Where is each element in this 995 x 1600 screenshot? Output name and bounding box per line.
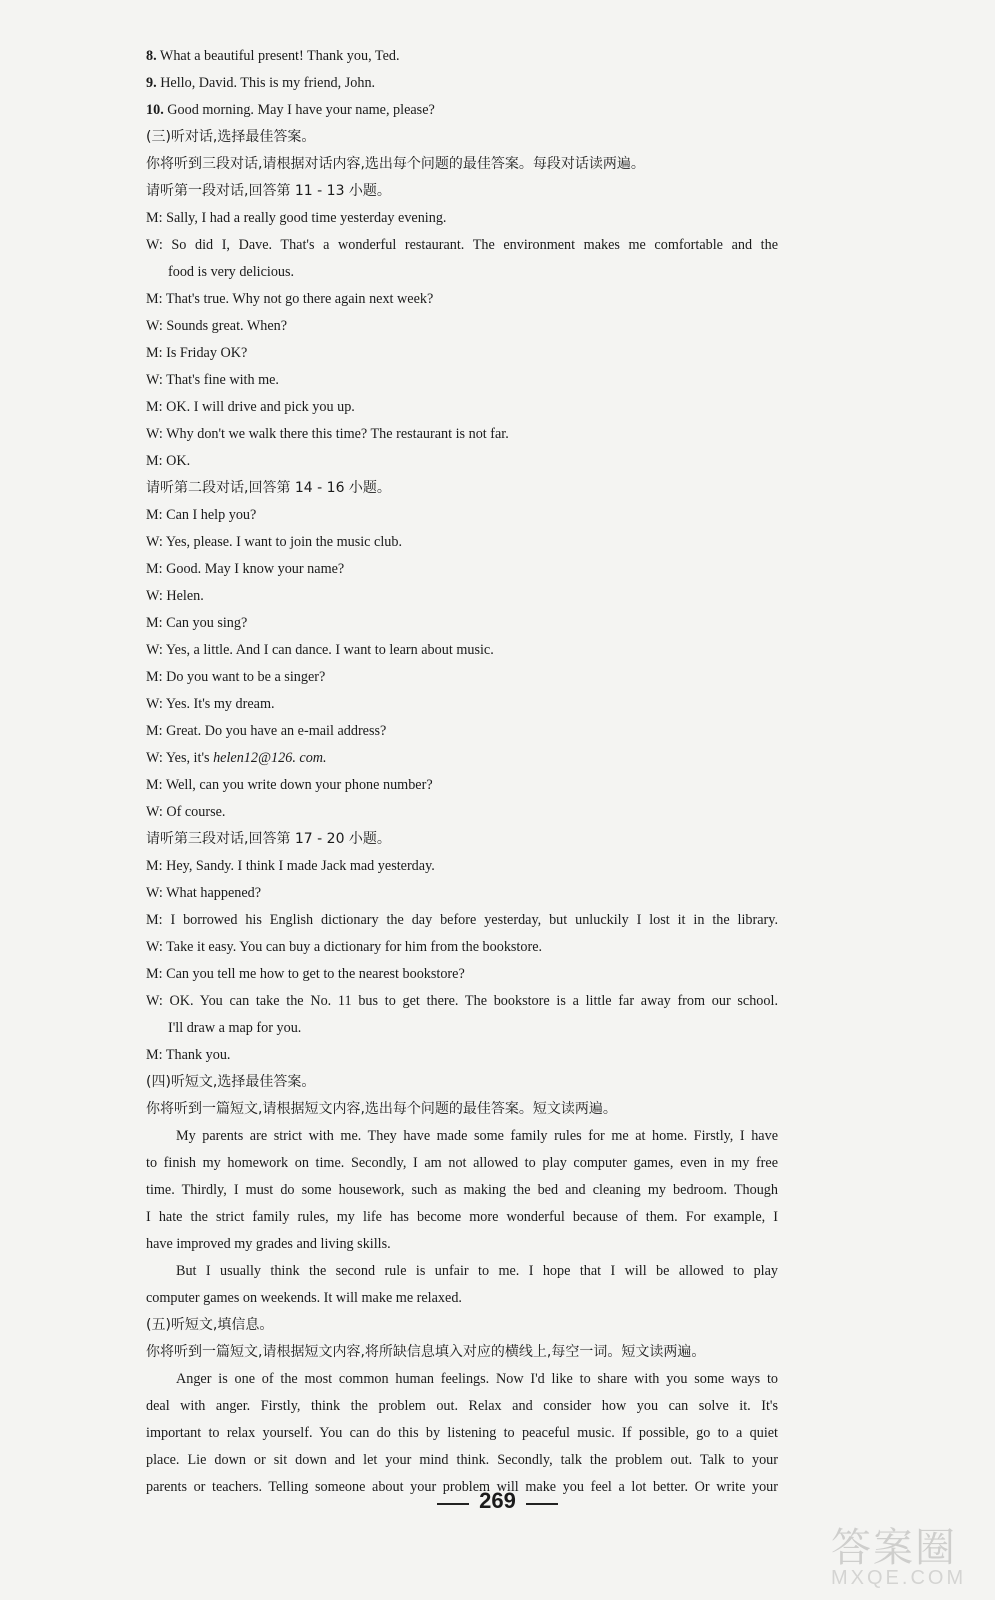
line-text: M: Well, can you write down your phone number?	[146, 777, 433, 793]
text-line	[146, 664, 778, 691]
line-text: W: What happened?	[146, 885, 262, 901]
text-line	[146, 826, 778, 853]
line-text: deal with anger. Firstly, think the problem out. Relax and consider how you can solve it. It's	[146, 1398, 778, 1414]
text-line	[146, 367, 778, 394]
footer-dash-left	[437, 1503, 469, 1505]
line-text: W: Of course.	[146, 804, 226, 820]
watermark-logo-text: 答案圈	[831, 1525, 957, 1571]
text-line	[146, 394, 778, 421]
item-number: 9.	[146, 75, 157, 91]
line-text: W: Yes, a little. And I can dance. I want to learn about music.	[146, 642, 494, 658]
text-line	[146, 1123, 778, 1150]
text-line	[146, 610, 778, 637]
text-line	[146, 70, 778, 97]
text-line	[146, 880, 778, 907]
text-line	[146, 934, 778, 961]
line-text: W: That's fine with me.	[146, 372, 279, 388]
text-line	[146, 1393, 778, 1420]
line-text: Hello, David. This is my friend, John.	[156, 75, 376, 91]
text-line	[146, 1420, 778, 1447]
line-text: M: Do you want to be a singer?	[146, 669, 326, 685]
line-text: M: Sally, I had a really good time yesterday evening.	[146, 210, 447, 226]
watermark-site-text: MXQE.COM	[831, 1567, 967, 1589]
text-line	[146, 1231, 778, 1258]
text-line	[146, 1150, 778, 1177]
line-text: But I usually think the second rule is unfair to me. I hope that I will be allowed to play	[176, 1263, 778, 1279]
text-line	[146, 772, 778, 799]
text-line	[146, 502, 778, 529]
text-line	[146, 124, 778, 151]
footer-dash-right	[526, 1503, 558, 1505]
line-text: W: Yes. It's my dream.	[146, 696, 275, 712]
line-text: have improved my grades and living skills.	[146, 1236, 391, 1252]
text-line	[146, 988, 778, 1015]
text-line	[146, 286, 778, 313]
text-line	[146, 745, 778, 772]
text-line	[146, 1204, 778, 1231]
text-line	[146, 1366, 778, 1393]
page-number: 269	[479, 1488, 516, 1513]
line-text: W: Sounds great. When?	[146, 318, 288, 334]
page-footer	[0, 1488, 995, 1514]
line-text: What a beautiful present! Thank you, Ted.	[156, 48, 400, 64]
line-text: Good morning. May I have your name, please?	[163, 102, 435, 118]
line-text: parents or teachers. Telling someone about your problem will make you feel a lot better. Or write your	[146, 1479, 778, 1495]
text-line	[146, 313, 778, 340]
item-number: 8.	[146, 48, 157, 64]
text-line	[146, 178, 778, 205]
text-line	[146, 583, 778, 610]
text-line	[146, 637, 778, 664]
line-text: W: Yes, it's	[146, 750, 214, 766]
email-address: helen12@126. com.	[213, 750, 327, 766]
text-line	[146, 421, 778, 448]
line-text: to finish my homework on time. Secondly, I am not allowed to play computer games, even in my free	[146, 1155, 778, 1171]
line-text: Anger is one of the most common human feelings. Now I'd like to share with you some ways to	[176, 1371, 778, 1387]
text-line	[146, 259, 778, 286]
line-text: 你将听到一篇短文,请根据短文内容,将所缺信息填入对应的横线上,每空一词。短文读两遍。	[146, 1344, 706, 1360]
line-text: M: OK. I will drive and pick you up.	[146, 399, 355, 415]
text-line	[146, 151, 778, 178]
line-text: M: Good. May I know your name?	[146, 561, 345, 577]
watermark-logo	[831, 1516, 981, 1589]
line-text: M: OK.	[146, 453, 191, 469]
text-line	[146, 529, 778, 556]
text-line	[146, 1015, 778, 1042]
line-text: I'll draw a map for you.	[168, 1020, 302, 1036]
line-text: 请听第三段对话,回答第 17 - 20 小题。	[146, 831, 391, 847]
text-line	[146, 205, 778, 232]
line-text: M: Is Friday OK?	[146, 345, 248, 361]
text-line	[146, 448, 778, 475]
page-body	[146, 43, 778, 1501]
item-number: 10.	[146, 102, 164, 118]
text-line	[146, 691, 778, 718]
text-line	[146, 1285, 778, 1312]
text-line	[146, 97, 778, 124]
line-text: M: Can I help you?	[146, 507, 257, 523]
line-text: 请听第一段对话,回答第 11 - 13 小题。	[146, 183, 391, 199]
line-text: time. Thirdly, I must do some housework, such as making the bed and cleaning my bedroom. Though	[146, 1182, 778, 1198]
line-text: W: Yes, please. I want to join the music club.	[146, 534, 402, 550]
text-line	[146, 1339, 778, 1366]
text-line	[146, 1447, 778, 1474]
line-text: W: Why don't we walk there this time? The restaurant is not far.	[146, 426, 509, 442]
text-line	[146, 556, 778, 583]
text-line	[146, 799, 778, 826]
line-text: W: Take it easy. You can buy a dictionary for him from the bookstore.	[146, 939, 543, 955]
line-text: food is very delicious.	[168, 264, 295, 280]
text-line	[146, 1258, 778, 1285]
text-line	[146, 907, 778, 934]
text-line	[146, 232, 778, 259]
line-text: I hate the strict family rules, my life has become more wonderful because of them. For example, I	[146, 1209, 778, 1225]
line-text: computer games on weekends. It will make me relaxed.	[146, 1290, 462, 1306]
text-line	[146, 1096, 778, 1123]
line-text: My parents are strict with me. They have made some family rules for me at home. Firstly, I have	[176, 1128, 778, 1144]
line-text: M: Can you tell me how to get to the nearest bookstore?	[146, 966, 465, 982]
line-text: W: Helen.	[146, 588, 204, 604]
line-text: M: Can you sing?	[146, 615, 248, 631]
line-text: W: OK. You can take the No. 11 bus to get there. The bookstore is a little far away from our school.	[146, 993, 778, 1009]
line-text: 你将听到三段对话,请根据对话内容,选出每个问题的最佳答案。每段对话读两遍。	[146, 156, 645, 172]
line-text: (五)听短文,填信息。	[146, 1317, 274, 1333]
line-text: place. Lie down or sit down and let your mind think. Secondly, talk the problem out. Talk to your	[146, 1452, 778, 1468]
line-text: M: Thank you.	[146, 1047, 231, 1063]
line-text: W: So did I, Dave. That's a wonderful restaurant. The environment makes me comfortable and the	[146, 237, 778, 253]
line-text: (三)听对话,选择最佳答案。	[146, 129, 316, 145]
text-line	[146, 718, 778, 745]
line-text: 请听第二段对话,回答第 14 - 16 小题。	[146, 480, 391, 496]
text-line	[146, 1042, 778, 1069]
line-text: M: I borrowed his English dictionary the day before yesterday, but unluckily I lost it in the library.	[146, 912, 778, 928]
line-text: M: Hey, Sandy. I think I made Jack mad yesterday.	[146, 858, 435, 874]
text-line	[146, 1069, 778, 1096]
text-line	[146, 961, 778, 988]
line-text: M: That's true. Why not go there again next week?	[146, 291, 434, 307]
text-line	[146, 1312, 778, 1339]
text-line	[146, 853, 778, 880]
line-text: 你将听到一篇短文,请根据短文内容,选出每个问题的最佳答案。短文读两遍。	[146, 1101, 617, 1117]
line-text: M: Great. Do you have an e-mail address?	[146, 723, 387, 739]
line-text: (四)听短文,选择最佳答案。	[146, 1074, 316, 1090]
text-line	[146, 1177, 778, 1204]
line-text: important to relax yourself. You can do this by listening to peaceful music. If possible, go to a quiet	[146, 1425, 778, 1441]
text-line	[146, 340, 778, 367]
text-line	[146, 475, 778, 502]
text-line	[146, 43, 778, 70]
